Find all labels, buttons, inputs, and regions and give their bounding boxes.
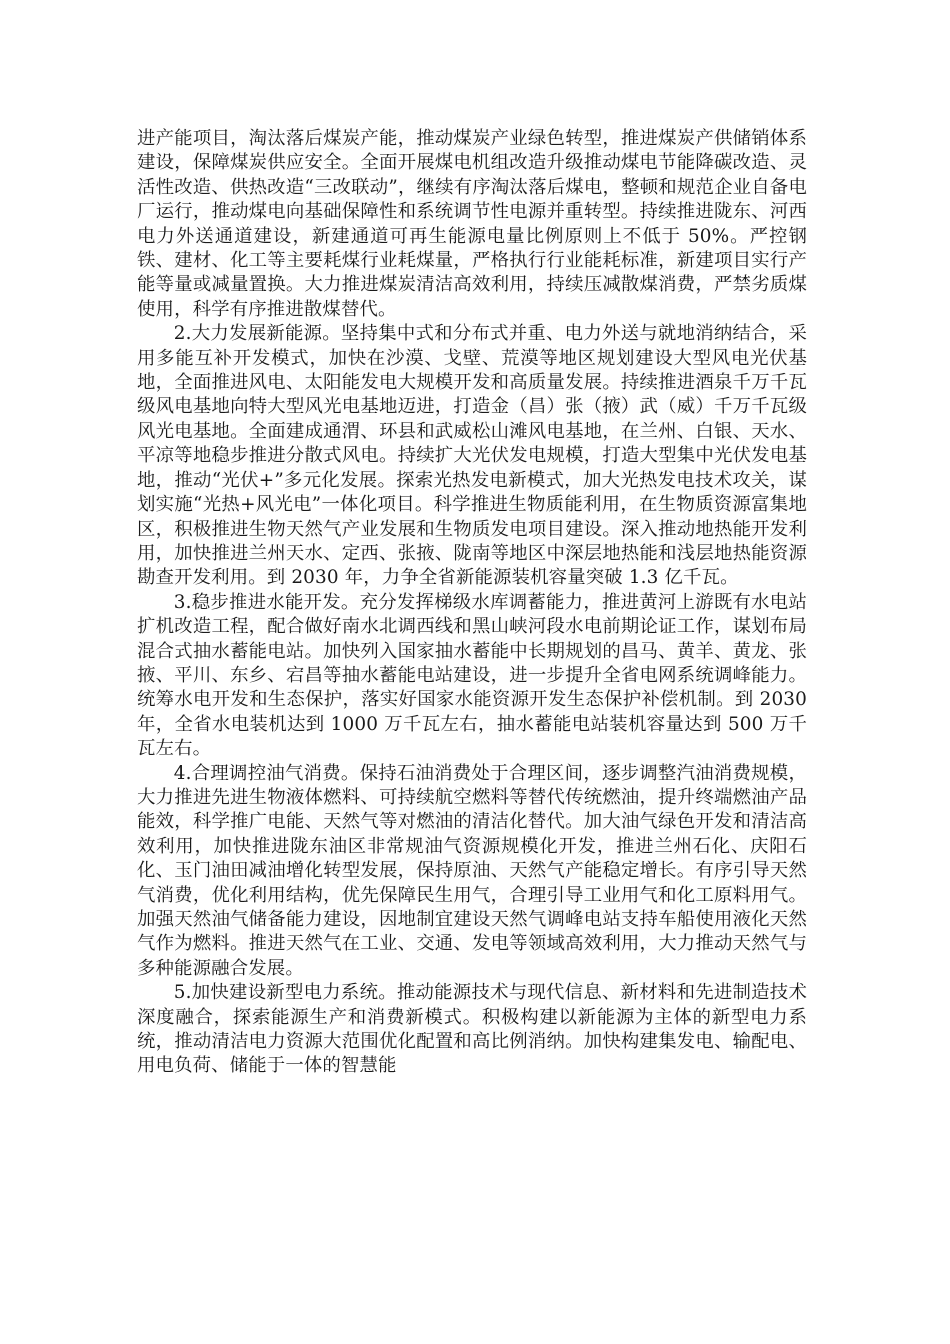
- document-page: [137, 127, 807, 1079]
- paragraph-coal-continued: 进产能项目，淘汰落后煤炭产能，推动煤炭产业绿色转型，推进煤炭产供储销体系建设，保障煤炭供应安全。全面开展煤电机组改造升级推动煤电节能降碳改造、灵活性改造、供热改造“三改联动”，继续有序淘汰落后煤电，整顿和规范企业自备电厂运行，推动煤电向基础保障性和系统调节性电源并重转型。持续推进陇东、河西电力外送通道建设，新建通道可再生能源电量比例原则上不低于 50%。严控钢铁、建材、化工等主要耗煤行业耗煤量，严格执行行业能耗标准，新建项目实行产能等量或减量置换。大力推进煤炭清洁高效利用，持续压减散煤消费，严禁劣质煤使用，科学有序推进散煤替代。: [137, 128, 807, 320]
- paragraph-new-energy: 2.大力发展新能源。坚持集中式和分布式并重、电力外送与就地消纳结合，采用多能互补开发模式，加快在沙漠、戈壁、荒漠等地区规划建设大型风电光伏基地，全面推进风电、太阳能发电大规模开发和高质量发展。持续推进酒泉千万千瓦级风电基地向特大型风光电基地迈进，打造金（昌）张（掖）武（威）千万千瓦级风光电基地。全面建成通渭、环县和武威松山滩风电基地，在兰州、白银、天水、平凉等地稳步推进分散式风电。持续扩大光伏发电规模，打造大型集中光伏发电基地，推动“光伏+”多元化发展。探索光热发电新模式，加大光热发电技术攻关，谋划实施“光热+风光电”一体化项目。科学推进生物质能利用，在生物质资源富集地区，积极推进生物天然气产业发展和生物质发电项目建设。深入推动地热能开发利用，加快推进兰州天水、定西、张掖、陇南等地区中深层地热能和浅层地热能资源勘查开发利用。到 2030 年，力争全省新能源装机容量突破 1.3 亿千瓦。: [137, 323, 807, 589]
- paragraph-oil-gas: 4.合理调控油气消费。保持石油消费处于合理区间，逐步调整汽油消费规模，大力推进先进生物液体燃料、可持续航空燃料等替代传统燃油，提升终端燃油产品能效，科学推广电能、天然气等对燃油的清洁化替代。加大油气绿色开发和清洁高效利用，加快推进陇东油区非常规油气资源规模化开发，推进兰州石化、庆阳石化、玉门油田减油增化转型发展，保持原油、天然气产能稳定增长。有序引导天然气消费，优化利用结构，优先保障民生用气，合理引导工业用气和化工原料用气。加强天然油气储备能力建设，因地制宜建设天然气调峰电站支持车船使用液化天然气作为燃料。推进天然气在工业、交通、发电等领域高效利用，大力推动天然气与多种能源融合发展。: [137, 762, 807, 979]
- paragraph-hydropower: 3.稳步推进水能开发。充分发挥梯级水库调蓄能力，推进黄河上游既有水电站扩机改造工程，配合做好南水北调西线和黑山峡河段水电前期论证工作，谋划布局混合式抽水蓄能电站。加快列入国家抽水蓄能中长期规划的昌马、黄羊、黄龙、张掖、平川、东乡、宕昌等抽水蓄能电站建设，进一步提升全省电网系统调峰能力。统筹水电开发和生态保护，落实好国家水能资源开发生态保护补偿机制。到 2030 年，全省水电装机达到 1000 万千瓦左右，抽水蓄能电站装机容量达到 500 万千瓦左右。: [137, 591, 807, 760]
- paragraph-power-system: 5.加快建设新型电力系统。推动能源技术与现代信息、新材料和先进制造技术深度融合，探索能源生产和消费新模式。积极构建以新能源为主体的新型电力系统，推动清洁电力资源大范围优化配置和高比例消纳。加快构建集发电、输配电、用电负荷、储能于一体的智慧能: [137, 982, 807, 1077]
